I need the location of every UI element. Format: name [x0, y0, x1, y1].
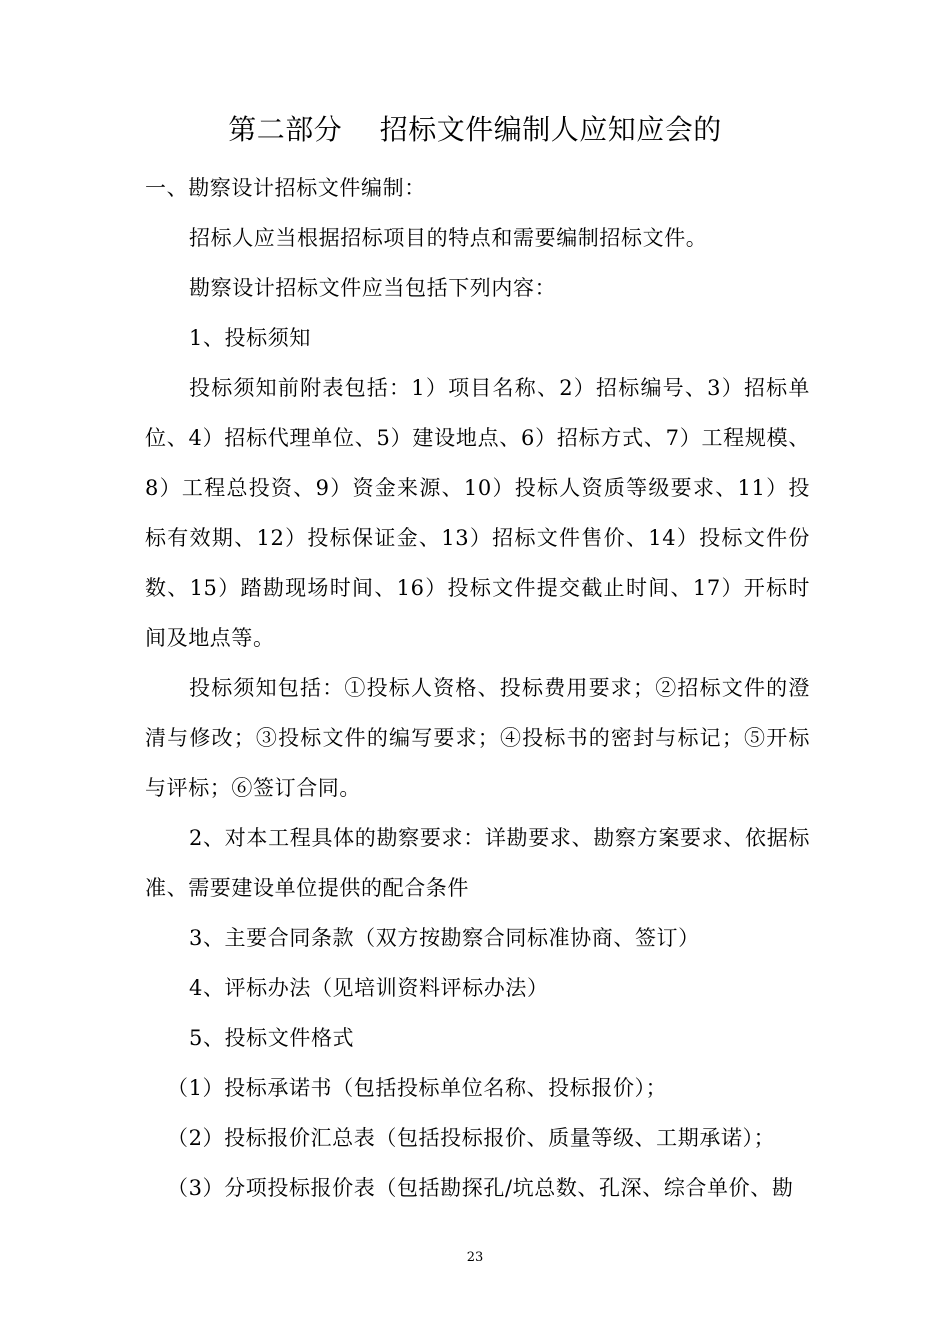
- page-number: 23: [466, 1250, 484, 1265]
- document-body: [145, 163, 810, 1213]
- paragraph: 4、评标办法（见培训资料评标办法）: [189, 976, 549, 1000]
- list-item: （2）投标报价汇总表（包括投标报价、质量等级、工期承诺）；: [167, 1126, 776, 1150]
- paragraph: 2、对本工程具体的勘察要求：详勘要求、勘察方案要求、依据标准、需要建设单位提供的配合条件: [145, 826, 810, 900]
- paragraph: 3、主要合同条款（双方按勘察合同标准协商、签订）: [189, 926, 700, 950]
- list-item: （1）投标承诺书（包括投标单位名称、投标报价）；: [167, 1076, 668, 1100]
- paragraph: 投标须知前附表包括：1）项目名称、2）招标编号、3）招标单位、4）招标代理单位、5）建设地点、6）招标方式、7）工程规模、8）工程总投资、9）资金来源、10）投标人资质等级要求、11）投标有效期、12）投标保证金、13）招标文件售价、14）投标文件份数、15）踏勘现场时间、16）投标文件提交截止时间、17）开标时间及地点等。: [145, 376, 810, 650]
- paragraph: 勘察设计招标文件应当包括下列内容：: [189, 276, 557, 300]
- paragraph: 1、投标须知: [189, 326, 311, 350]
- paragraph: 招标人应当根据招标项目的特点和需要编制招标文件。: [189, 226, 708, 250]
- paragraph: 投标须知包括：①投标人资格、投标费用要求；②招标文件的澄清与修改；③投标文件的编写要求；④投标书的密封与标记；⑤开标与评标；⑥签订合同。: [145, 676, 810, 800]
- page-title: 第二部分 招标文件编制人应知应会的: [228, 113, 722, 146]
- list-item: （3）分项投标报价表（包括勘探孔/坑总数、孔深、综合单价、勘: [167, 1176, 794, 1200]
- paragraph: 5、投标文件格式: [189, 1026, 355, 1050]
- section-heading: 一、勘察设计招标文件编制：: [145, 176, 426, 200]
